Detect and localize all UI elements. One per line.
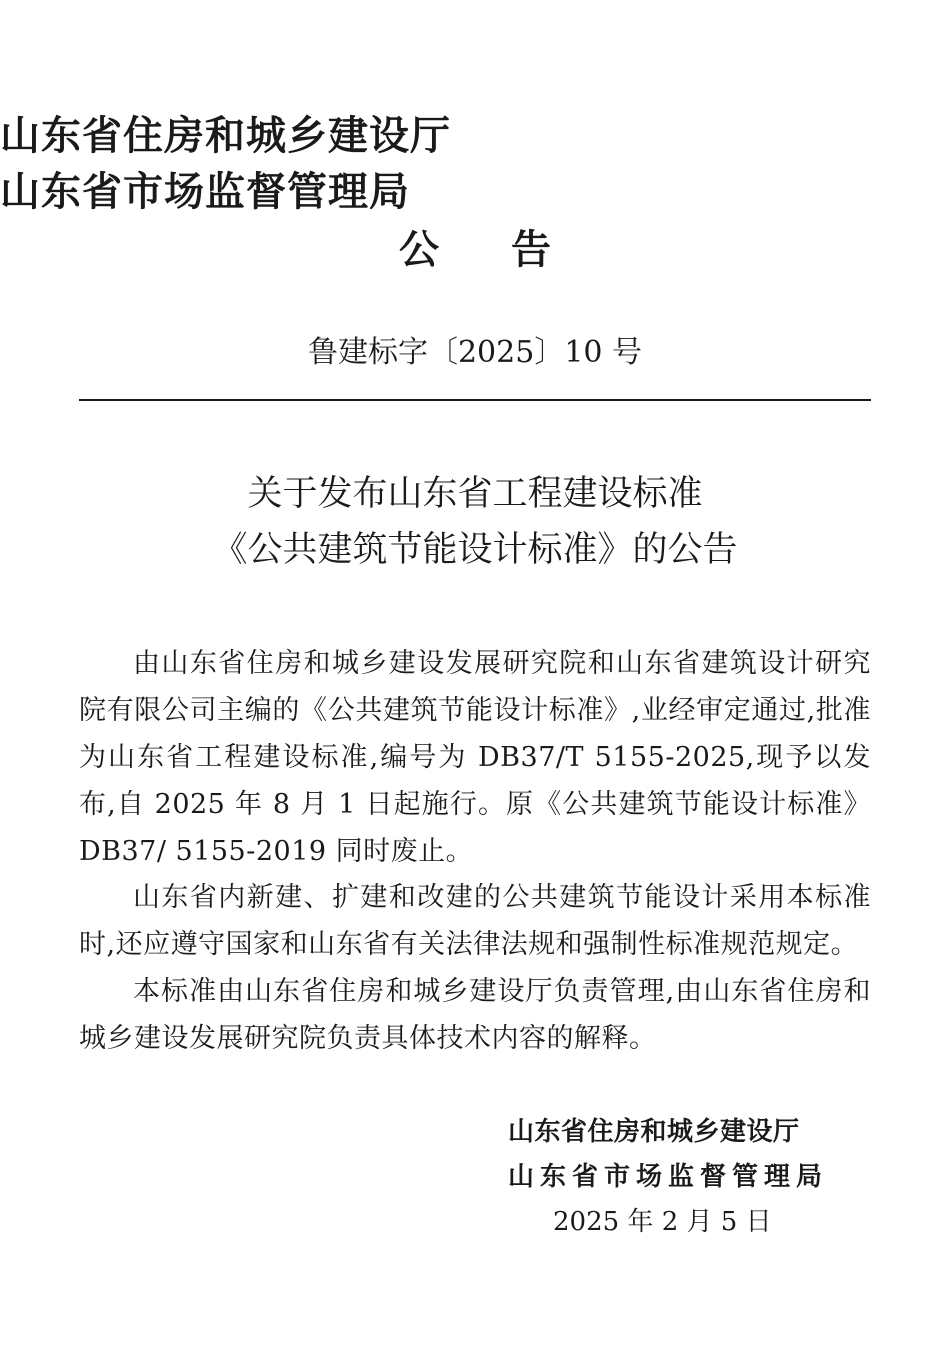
issuer-name-housing-department: 山东省住房和城乡建设厅 — [0, 113, 451, 159]
announcement-title-line-2: 《公共建筑节能设计标准》的公告 — [212, 530, 738, 570]
signature-issuer-market-regulation-bureau: 山东省市场监督管理局 — [508, 1162, 829, 1192]
header-divider — [79, 399, 871, 401]
body-paragraph-approval: 由山东省住房和城乡建设发展研究院和山东省建筑设计研究院有限公司主编的《公共建筑节能设计标准》,业经审定通过,批准为山东省工程建设标准,编号为 DB37/T 5155-2025,现予以发布,自 2025 年 8 月 1 日起施行。原《公共建筑节能设计标准》DB37/ 5155-2019 同时废止。 — [79, 648, 871, 867]
document-number: 鲁建标字〔2025〕10 号 — [307, 335, 643, 370]
body-paragraph-management: 本标准由山东省住房和城乡建设厅负责管理,由山东省住房和城乡建设发展研究院负责具体技术内容的解释。 — [79, 976, 871, 1054]
body-paragraph-scope: 山东省内新建、扩建和改建的公共建筑节能设计采用本标准时,还应遵守国家和山东省有关法律法规和强制性标准规范规定。 — [79, 882, 871, 960]
issuer-name-market-regulation-bureau: 山东省市场监督管理局 — [0, 169, 410, 215]
signature-date: 2025 年 2 月 5 日 — [553, 1207, 772, 1237]
announcement-title-line-1: 关于发布山东省工程建设标准 — [247, 474, 703, 514]
signature-issuer-housing-department: 山东省住房和城乡建设厅 — [508, 1117, 800, 1147]
notice-heading: 公告 — [399, 227, 623, 273]
